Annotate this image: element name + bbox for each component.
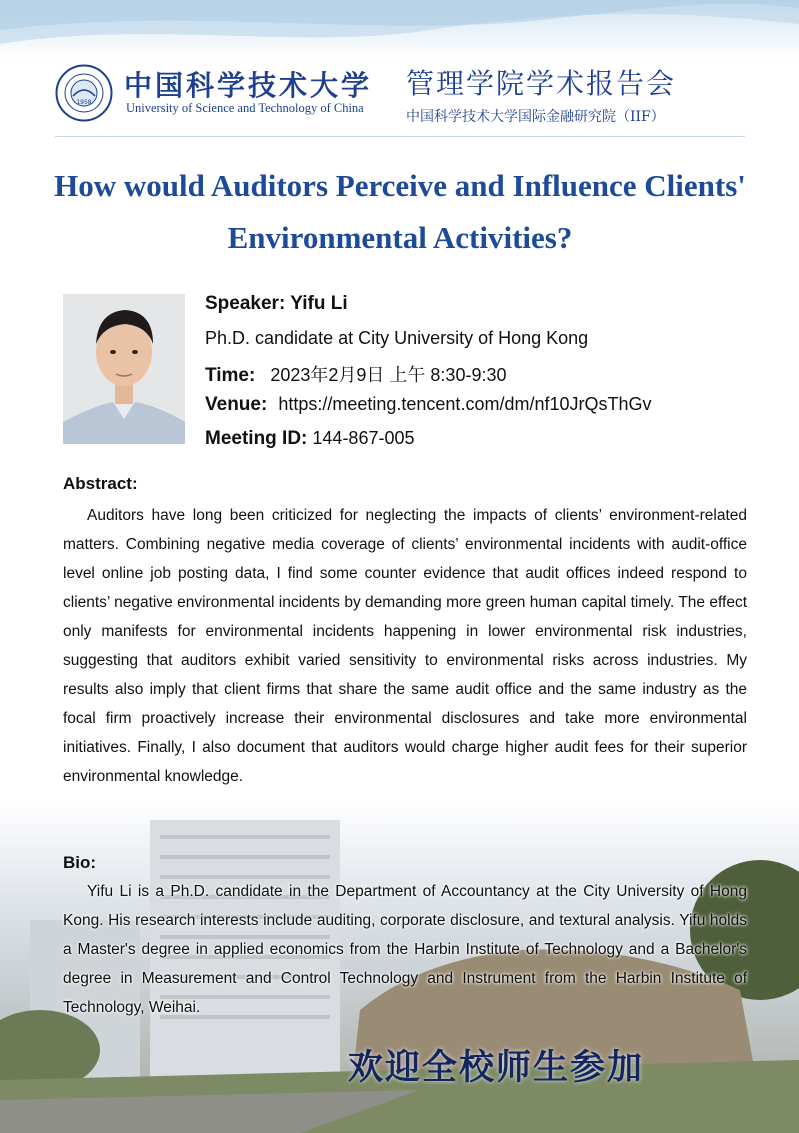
meeting-id-value: 144-867-005 [312,428,415,448]
header-divider [55,136,745,137]
time-value: 2023年2月9日 上午 8:30-9:30 [270,365,507,385]
series-subtitle: 中国科学技术大学国际金融研究院（IIF） [406,109,665,125]
speaker-row [205,293,348,315]
speaker-affiliation: Ph.D. candidate at City University of Hong Kong [205,328,589,348]
abstract-heading: Abstract: [63,474,138,493]
university-name-cn: 中国科学技术大学 [124,69,373,102]
meeting-id-label: Meeting ID: [205,428,308,449]
series-title: 管理学院学术报告会 [406,67,677,100]
venue-row [205,394,652,416]
talk-title-line2: Environmental Activities? [227,220,573,255]
speaker-name: Yifu Li [290,293,348,314]
talk-title-line1: How would Auditors Perceive and Influence Clients' [54,168,746,203]
venue-label: Venue: [205,394,268,415]
speaker-label: Speaker: [205,293,286,314]
university-seal-icon [55,64,113,122]
talk-title [30,160,770,264]
bio-heading: Bio: [63,853,97,872]
bio-text: Yifu Li is a Ph.D. candidate in the Department of Accountancy at the City University of Hong Kong. His research interests include auditing, corporate disclosure, and textural analysis. Yifu holds a Master's degree in applied economics from the Harbin Institute of Technology and a Bachelor's degree in Measurement and Control Technology and Instrument from the Harbin Institute of Technology, Weihai. [63,883,747,1016]
seal-year: 1958 [76,99,92,106]
time-label: Time: [205,365,256,386]
welcome-banner: 欢迎全校师生参加 [348,1047,645,1088]
top-wave-decoration [0,0,799,60]
speaker-photo [63,294,185,444]
university-name-en: University of Science and Technology of China [126,101,364,115]
venue-link[interactable]: https://meeting.tencent.com/dm/nf10JrQsThGv [278,394,652,414]
abstract-text: Auditors have long been criticized for neglecting the impacts of clients’ environment-related matters. Combining negative media coverage of clients’ environmental incidents with audit-office level online job posting data, I find some counter evidence that audit offices indeed respond to clients’ negative environmental incidents by demanding more green human capital timely. The effect only manifests for environmental incidents happening in lower environmental risk industries, suggesting that auditors exhibit varied sensitivity to environmental risks across industries. My results also imply that client firms that share the same audit office and the same industry as the focal firm proactively increase their environmental disclosures and take more environmental initiatives. Finally, I also document that auditors would charge higher audit fees for their superior environmental knowledge. [63,507,747,785]
time-row [205,361,507,387]
meeting-id-row [205,428,415,450]
